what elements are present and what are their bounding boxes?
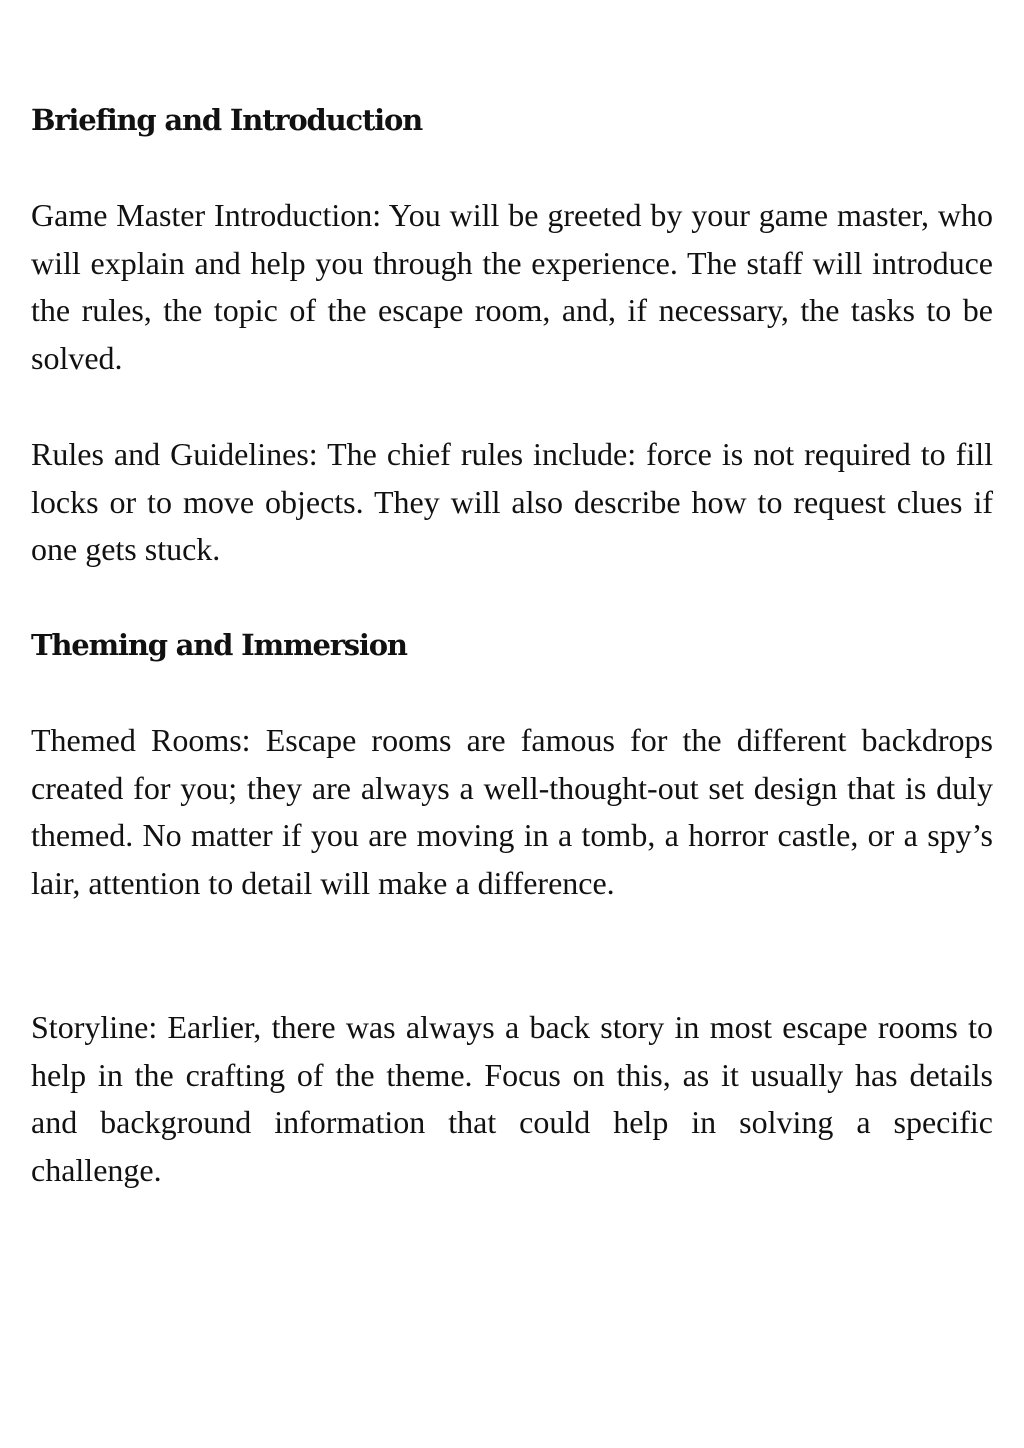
paragraph-storyline: Storyline: Earlier, there was always a back story in most escape rooms to help in the crafting of the theme. Focus on this, as it usually has details and background information that could help in solving a specific challenge. — [31, 1009, 993, 1188]
paragraph-themed-rooms: Themed Rooms: Escape rooms are famous for the different backdrops created for you; they are always a well-thought-out set design that is duly themed. No matter if you are moving in a tomb, a horror castle, or a spy’s lair, attention to detail will make a difference. — [31, 722, 993, 901]
paragraph-rules-and-guidelines: Rules and Guidelines: The chief rules include: force is not required to fill locks or to move objects. They will also describe how to request clues if one gets stuck. — [31, 436, 993, 568]
paragraph-game-master-introduction: Game Master Introduction: You will be greeted by your game master, who will explain and help you through the experience. The staff will introduce the rules, the topic of the escape room, and, if necessary, the tasks to be solved. — [31, 197, 993, 376]
section-heading-briefing: Briefing and Introduction — [31, 103, 422, 137]
section-heading-theming: Theming and Immersion — [31, 628, 407, 662]
